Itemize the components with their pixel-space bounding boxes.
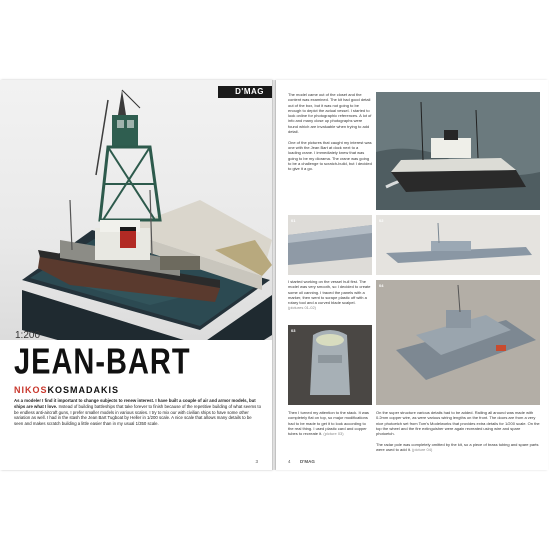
caption-01 (288, 279, 372, 311)
caption-01-ref: (pictures 01-02) (288, 305, 317, 311)
left-page (0, 80, 272, 470)
photo-tug-at-sea (376, 92, 540, 210)
photo-03-stack (288, 325, 372, 405)
author-last-name: KOSMADAKIS (47, 385, 120, 395)
photo-02-model-side (376, 215, 540, 275)
body-paragraph-2: One of the pictures that caught my interest was one with the Jean Bart at dock next to a loading crane. I immediately knew that was going to be my diorama. The crane was going to be a challenge to scratch-build, but I decided to give it a go. (288, 139, 372, 172)
magazine-logo: D'MAG (235, 87, 264, 96)
left-page-number: 3 (255, 459, 258, 464)
caption-04-ref: (picture 04) (412, 447, 433, 453)
photo-01-hull (288, 215, 372, 275)
caption-03-ref: (picture 03) (323, 431, 344, 437)
photo-label-01: 01 (291, 218, 296, 223)
right-page-number: 4 (288, 459, 291, 464)
intro-rest: Instead of building battleships that take forever to finish because of the repetitive building of what seems to be endless anti-aircraft guns, I prefer smaller models in various scales. I try to mix our with civilian ships to have some other variation as well. I had in the stash the Jean Bart Tugboat by Heller in 1/200 scale. A nice scale that allows many details to be seen and makes scratch building a little easier than in my usual 1/350 scale. (14, 403, 261, 427)
hull-image (288, 215, 372, 275)
superstructure-image (376, 280, 540, 405)
diorama-photo (0, 80, 272, 340)
author-name (14, 385, 119, 395)
intro-bold: As a modeler I find it important to change subjects to renew interest. I have built a couple of air and armor models, but ships are what I love. (14, 398, 256, 409)
stack-image (288, 325, 372, 405)
photo-04-superstructure (376, 280, 540, 405)
article-title: JEAN-BART (14, 342, 191, 382)
intro-paragraph (14, 398, 262, 427)
diorama-illustration (0, 80, 272, 340)
caption-04 (376, 410, 540, 452)
magazine-spread (0, 80, 550, 470)
photo-label-03: 03 (291, 328, 296, 333)
scale-label: 1:200 (15, 330, 41, 341)
caption-04-text: On the super structure various details had to be added. Railing all around was made with 0.2mm copper wire, as were various wiring lengths on the front. The doors are from a very nice photoetch set from Tom's Modelworks that provides extra details for 1/200 scale. On the top the wheel and the fire extinguisher were again recreated using wire and spare photoetch. (376, 410, 540, 437)
model-side-image (376, 215, 540, 275)
caption-03 (288, 410, 372, 436)
right-page (276, 80, 548, 470)
photo-label-04: 04 (379, 283, 384, 288)
caption-03-text: Then I turned my attention to the stack. It was completely flat on top, so major modifications had to be made to get it to look according to the real thing. I used plastic card and copper tubes to recreate it. (288, 410, 369, 437)
photo-label-02: 02 (379, 218, 384, 223)
body-text-column-1 (288, 92, 372, 171)
author-first-name: NIKOS (14, 385, 48, 395)
tug-at-sea-image (376, 92, 540, 210)
caption-01-text: I started working on the vessel hull first. The model was very smooth, so I decided to create some oil canning. I traced the panels with a marker, then went to scrape plastic off with a rotary tool and a curved blade scalpel. (288, 279, 371, 306)
caption-04b-text: The radar pole was completely omitted by the kit, so a piece of brass tubing and spare parts were used to add it. (376, 441, 539, 453)
body-paragraph-1: The model came out of the closet and the content was examined. The kit had good detail out of the box, but it was not going to be enough to depict the actual vessel. I started to look online for photographic references. A lot of info and many close up photographs were found which are invaluable when trying to add detail. (288, 92, 372, 135)
footer-logo: D'MAG (300, 459, 315, 464)
